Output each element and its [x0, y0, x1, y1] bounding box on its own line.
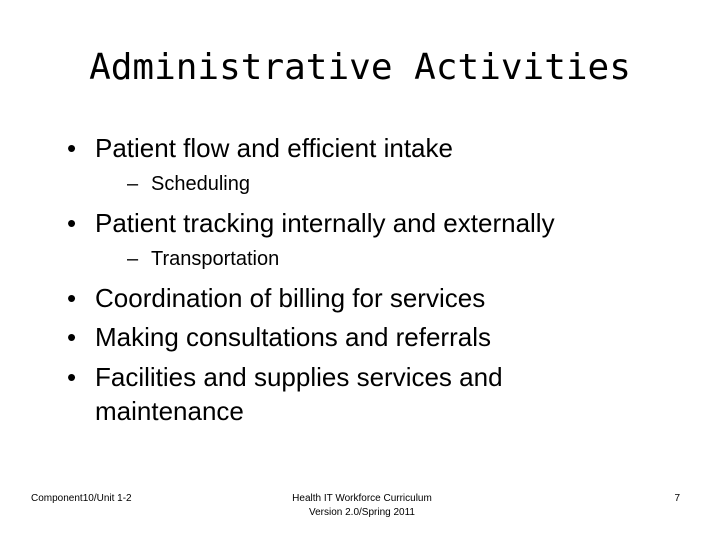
footer-curriculum-line2: Version 2.0/Spring 2011	[308, 507, 415, 518]
bullet-glyph: •	[67, 362, 77, 392]
sub-bullet-item	[127, 172, 250, 196]
bullet-item	[67, 283, 485, 313]
page-number: 7	[674, 493, 680, 504]
bullet-glyph: •	[67, 208, 77, 238]
bullet-item	[67, 208, 555, 238]
footer-curriculum	[210, 492, 514, 520]
bullet-item	[67, 133, 453, 163]
bullet-text: Coordination of billing for services	[95, 283, 486, 313]
bullet-glyph: •	[67, 322, 77, 352]
bullet-item	[67, 322, 491, 352]
bullet-text: Making consultations and referrals	[95, 322, 491, 352]
bullet-glyph: •	[67, 133, 77, 163]
sub-bullet-item	[127, 247, 279, 271]
dash-glyph: –	[127, 173, 139, 195]
bullet-continuation: maintenance	[95, 396, 244, 426]
sub-bullet-text: Transportation	[151, 248, 280, 270]
dash-glyph: –	[127, 248, 139, 270]
bullet-glyph: •	[67, 283, 77, 313]
footer-component: Component10/Unit 1-2	[31, 493, 132, 504]
bullet-text: Patient tracking internally and externally	[95, 208, 555, 238]
bullet-item	[67, 362, 503, 392]
sub-bullet-text: Scheduling	[151, 173, 250, 195]
slide-title: Administrative Activities	[89, 47, 631, 88]
footer-curriculum-line1: Health IT Workforce Curriculum	[292, 493, 432, 504]
bullet-text: Patient flow and efficient intake	[95, 133, 453, 163]
bullet-text: Facilities and supplies services and	[95, 362, 503, 392]
